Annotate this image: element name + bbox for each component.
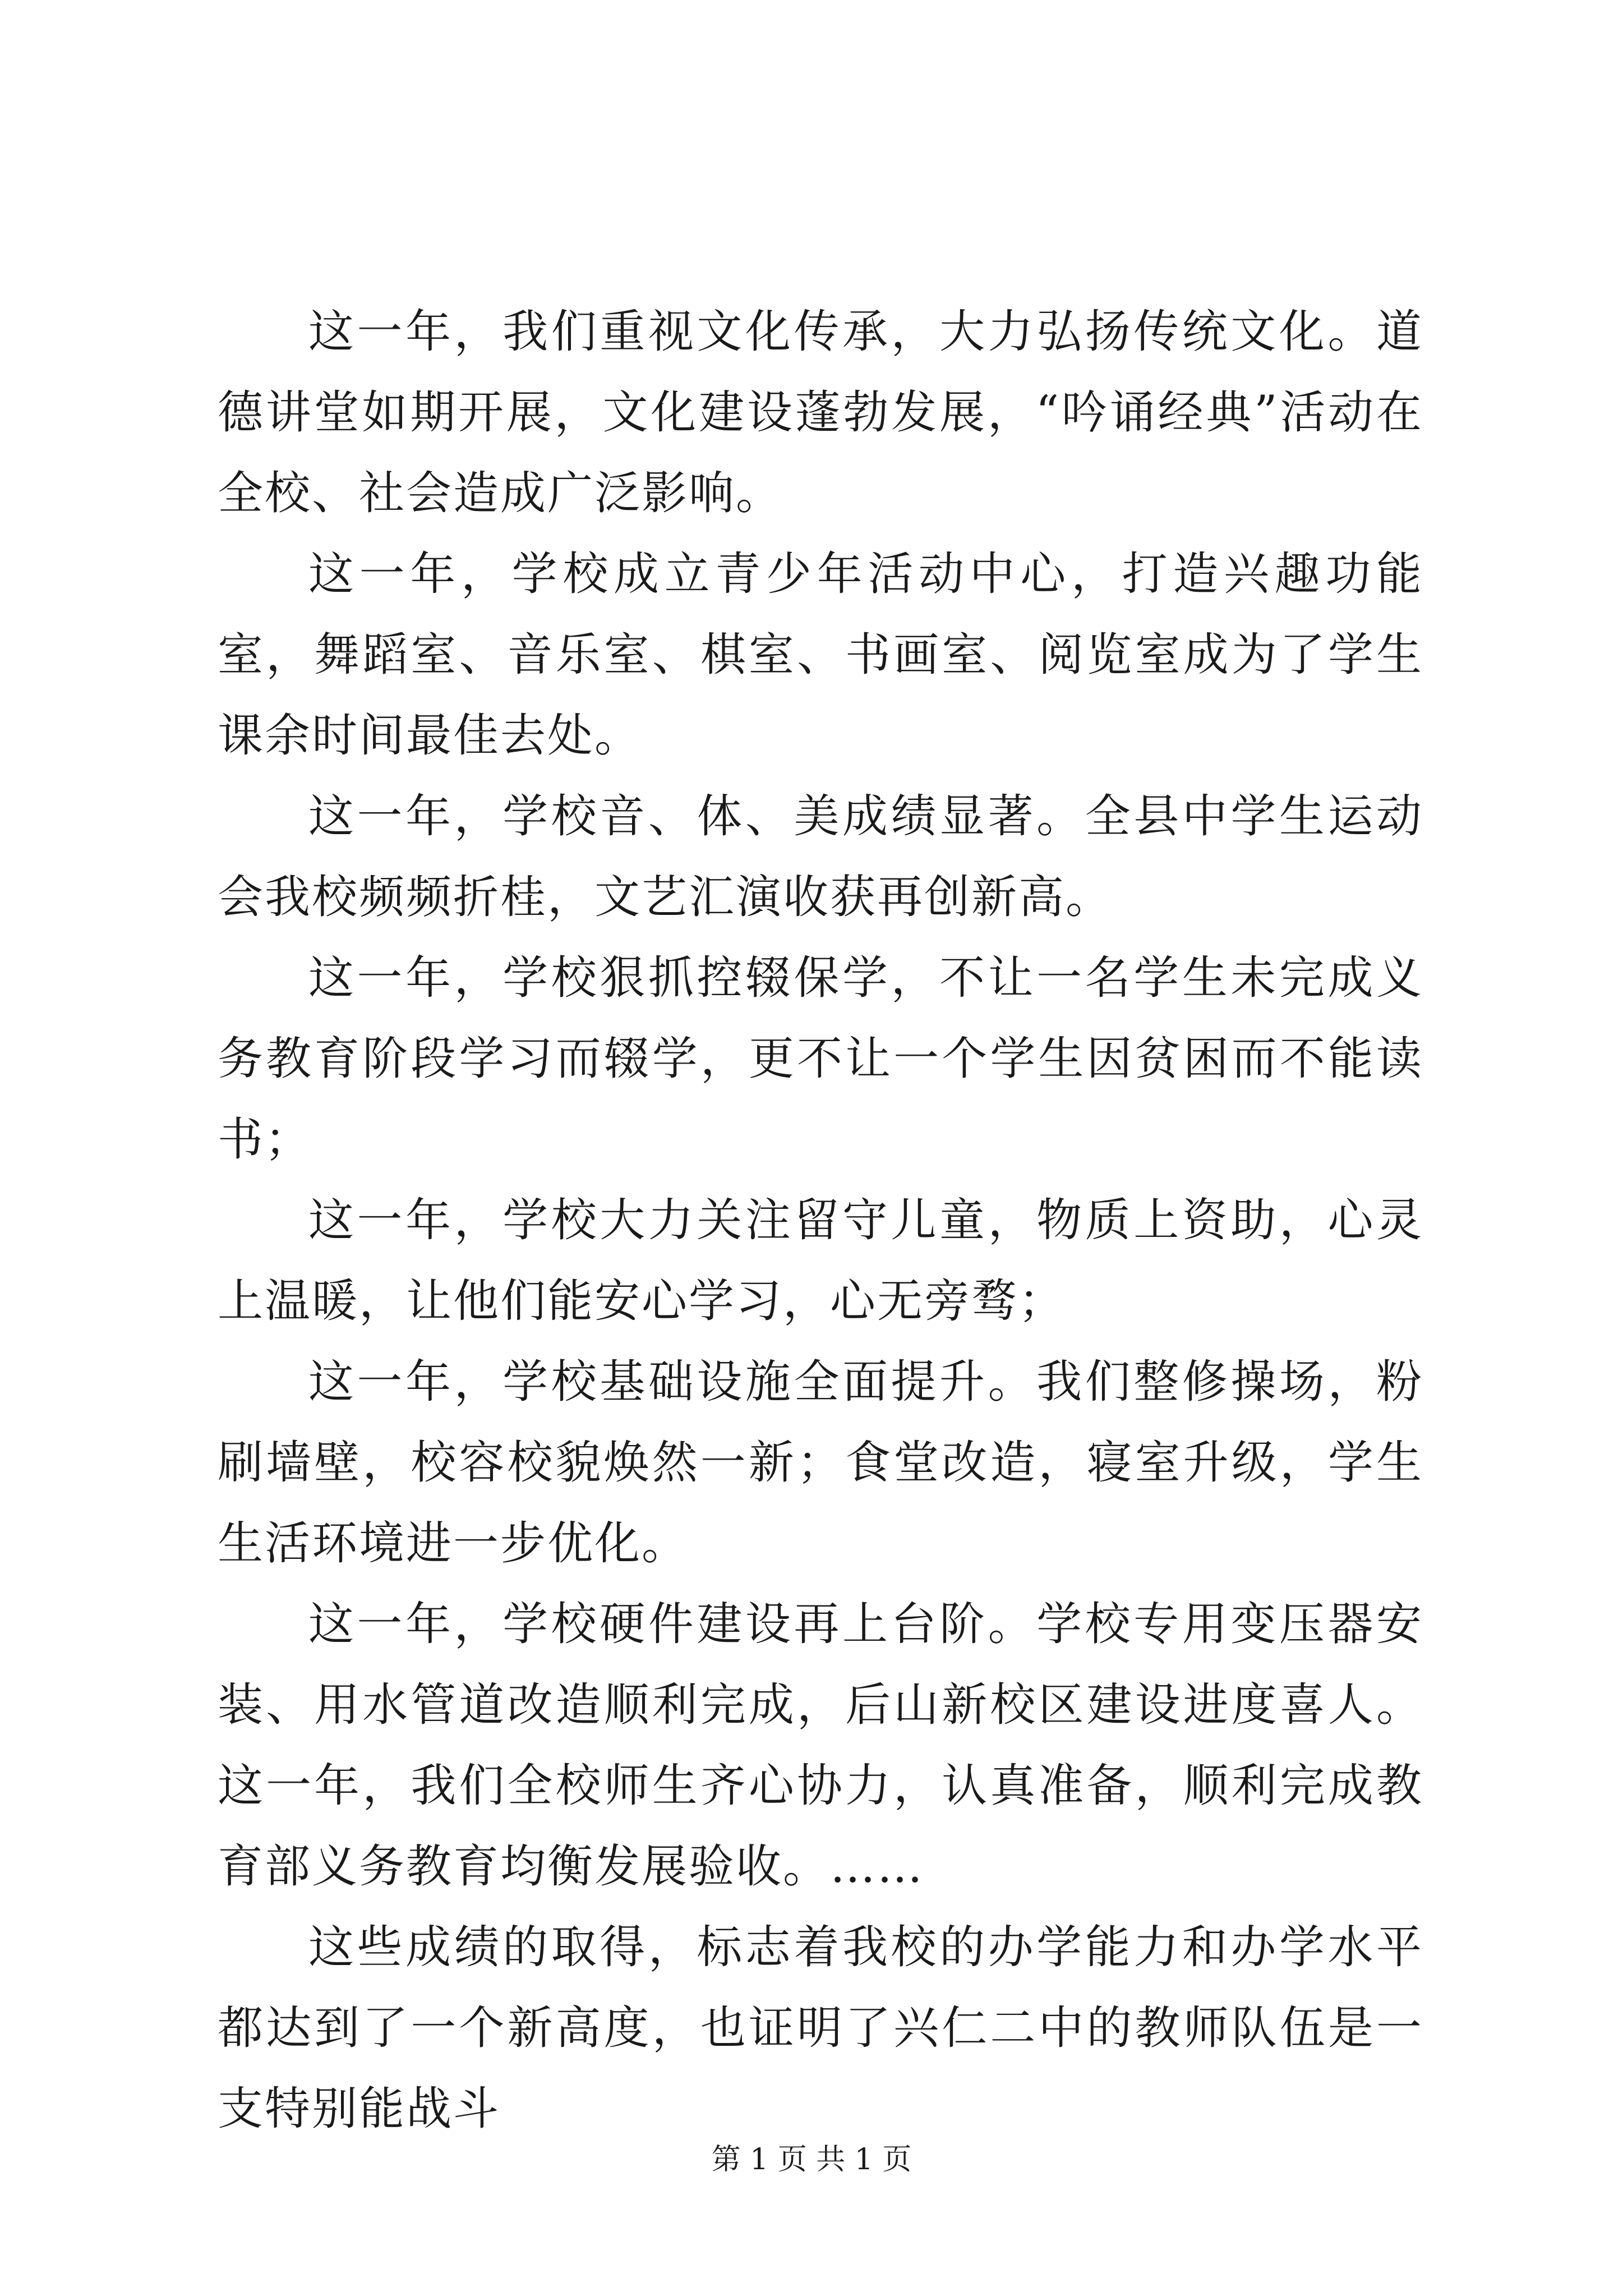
paragraph-4: 这一年，学校狠抓控辍保学，不让一名学生未完成义务教育阶段学习而辍学，更不让一个学生因贫困而不能读书；: [218, 952, 1423, 1166]
paragraph-8: 这些成绩的取得，标志着我校的办学能力和办学水平都达到了一个新高度，也证明了兴仁二中的教师队伍是一支特别能战斗: [218, 1921, 1423, 2136]
paragraph-1: 这一年，我们重视文化传承，大力弘扬传统文化。道德讲堂如期开展，文化建设蓬勃发展，“吟诵经典”活动在全校、社会造成广泛影响。: [218, 306, 1423, 520]
paragraph-5: 这一年，学校大力关注留守儿童，物质上资助，心灵上温暖，让他们能安心学习，心无旁骛；: [218, 1194, 1423, 1328]
document-body: [218, 292, 1423, 2150]
paragraph-2: 这一年，学校成立青少年活动中心，打造兴趣功能室，舞蹈室、音乐室、棋室、书画室、阅览室成为了学生课余时间最佳去处。: [218, 548, 1423, 762]
paragraph-6: 这一年，学校基础设施全面提升。我们整修操场，粉刷墙壁，校容校貌焕然一新；食堂改造，寝室升级，学生生活环境进一步优化。: [218, 1356, 1423, 1570]
paragraph-3: 这一年，学校音、体、美成绩显著。全县中学生运动会我校频频折桂，文艺汇演收获再创新高。: [218, 790, 1423, 924]
page-number-footer: 第 1 页 共 1 页: [711, 2143, 912, 2177]
paragraph-7: 这一年，学校硬件建设再上台阶。学校专用变压器安装、用水管道改造顺利完成，后山新校区建设进度喜人。这一年，我们全校师生齐心协力，认真准备，顺利完成教育部义务教育均衡发展验收。……: [218, 1598, 1423, 1893]
